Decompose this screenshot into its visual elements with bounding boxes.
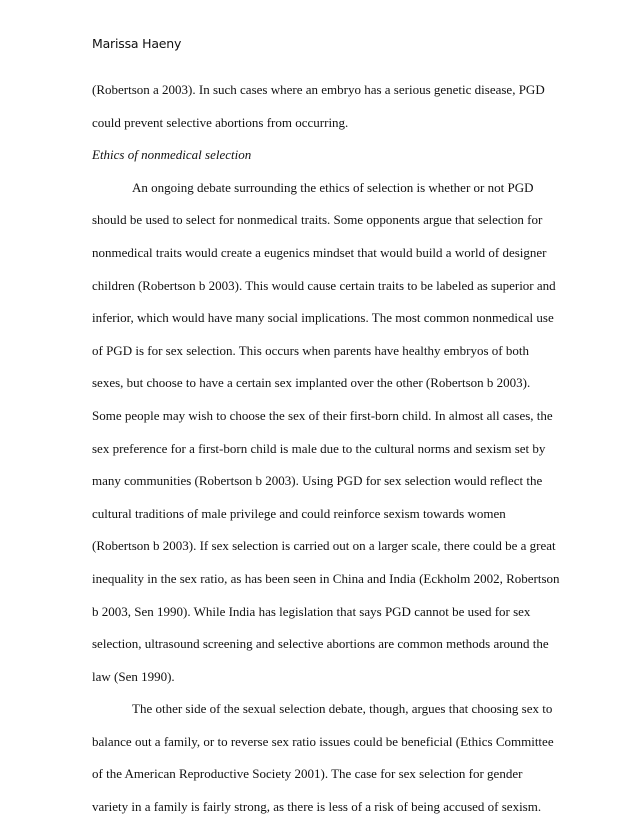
text-line: sex preference for a first-born child is male due to the cultural norms and sexism set by: [92, 440, 546, 456]
page-header-author: Marissa Haeny: [92, 36, 182, 51]
text-line: cultural traditions of male privilege and could reinforce sexism towards women: [92, 505, 506, 521]
text-line: inferior, which would have many social implications. The most common nonmedical use: [92, 310, 554, 326]
text-line: law (Sen 1990).: [92, 668, 175, 684]
section-heading: Ethics of nonmedical selection: [92, 147, 252, 163]
text-line: variety in a family is fairly strong, as there is less of a risk of being accused of sexism.: [92, 799, 542, 815]
text-line: could prevent selective abortions from occurring.: [92, 114, 349, 130]
text-line: b 2003, Sen 1990). While India has legislation that says PGD cannot be used for sex: [92, 603, 531, 619]
text-line: balance out a family, or to reverse sex ratio issues could be beneficial (Ethics Committee: [92, 733, 554, 749]
text-line: (Robertson a 2003). In such cases where an embryo has a serious genetic disease, PGD: [92, 82, 545, 97]
text-line: The other side of the sexual selection debate, though, argues that choosing sex to: [132, 701, 553, 717]
text-line: sexes, but choose to have a certain sex implanted over the other (Robertson b 2003).: [92, 375, 531, 391]
text-line: of the American Reproductive Society 2001). The case for sex selection for gender: [92, 766, 523, 782]
text-line: nonmedical traits would create a eugenics mindset that would build a world of designer: [92, 244, 547, 260]
text-line: inequality in the sex ratio, as has been seen in China and India (Eckholm 2002, Robertson: [92, 570, 560, 586]
text-line: (Robertson b 2003). If sex selection is carried out on a larger scale, there could be a great: [92, 538, 556, 554]
text-line: of PGD is for sex selection. This occurs when parents have healthy embryos of both: [92, 342, 529, 358]
text-line: should be used to select for nonmedical traits. Some opponents argue that selection for: [92, 212, 543, 228]
text-line: Some people may wish to choose the sex of their first-born child. In almost all cases, the: [92, 407, 553, 423]
text-line: An ongoing debate surrounding the ethics of selection is whether or not PGD: [132, 179, 534, 195]
text-line: children (Robertson b 2003). This would cause certain traits to be labeled as superior and: [92, 277, 556, 293]
text-line: many communities (Robertson b 2003). Using PGD for sex selection would reflect the: [92, 473, 543, 489]
body-text: [92, 74, 560, 824]
text-line: selection, ultrasound screening and selective abortions are common methods around the: [92, 636, 549, 652]
